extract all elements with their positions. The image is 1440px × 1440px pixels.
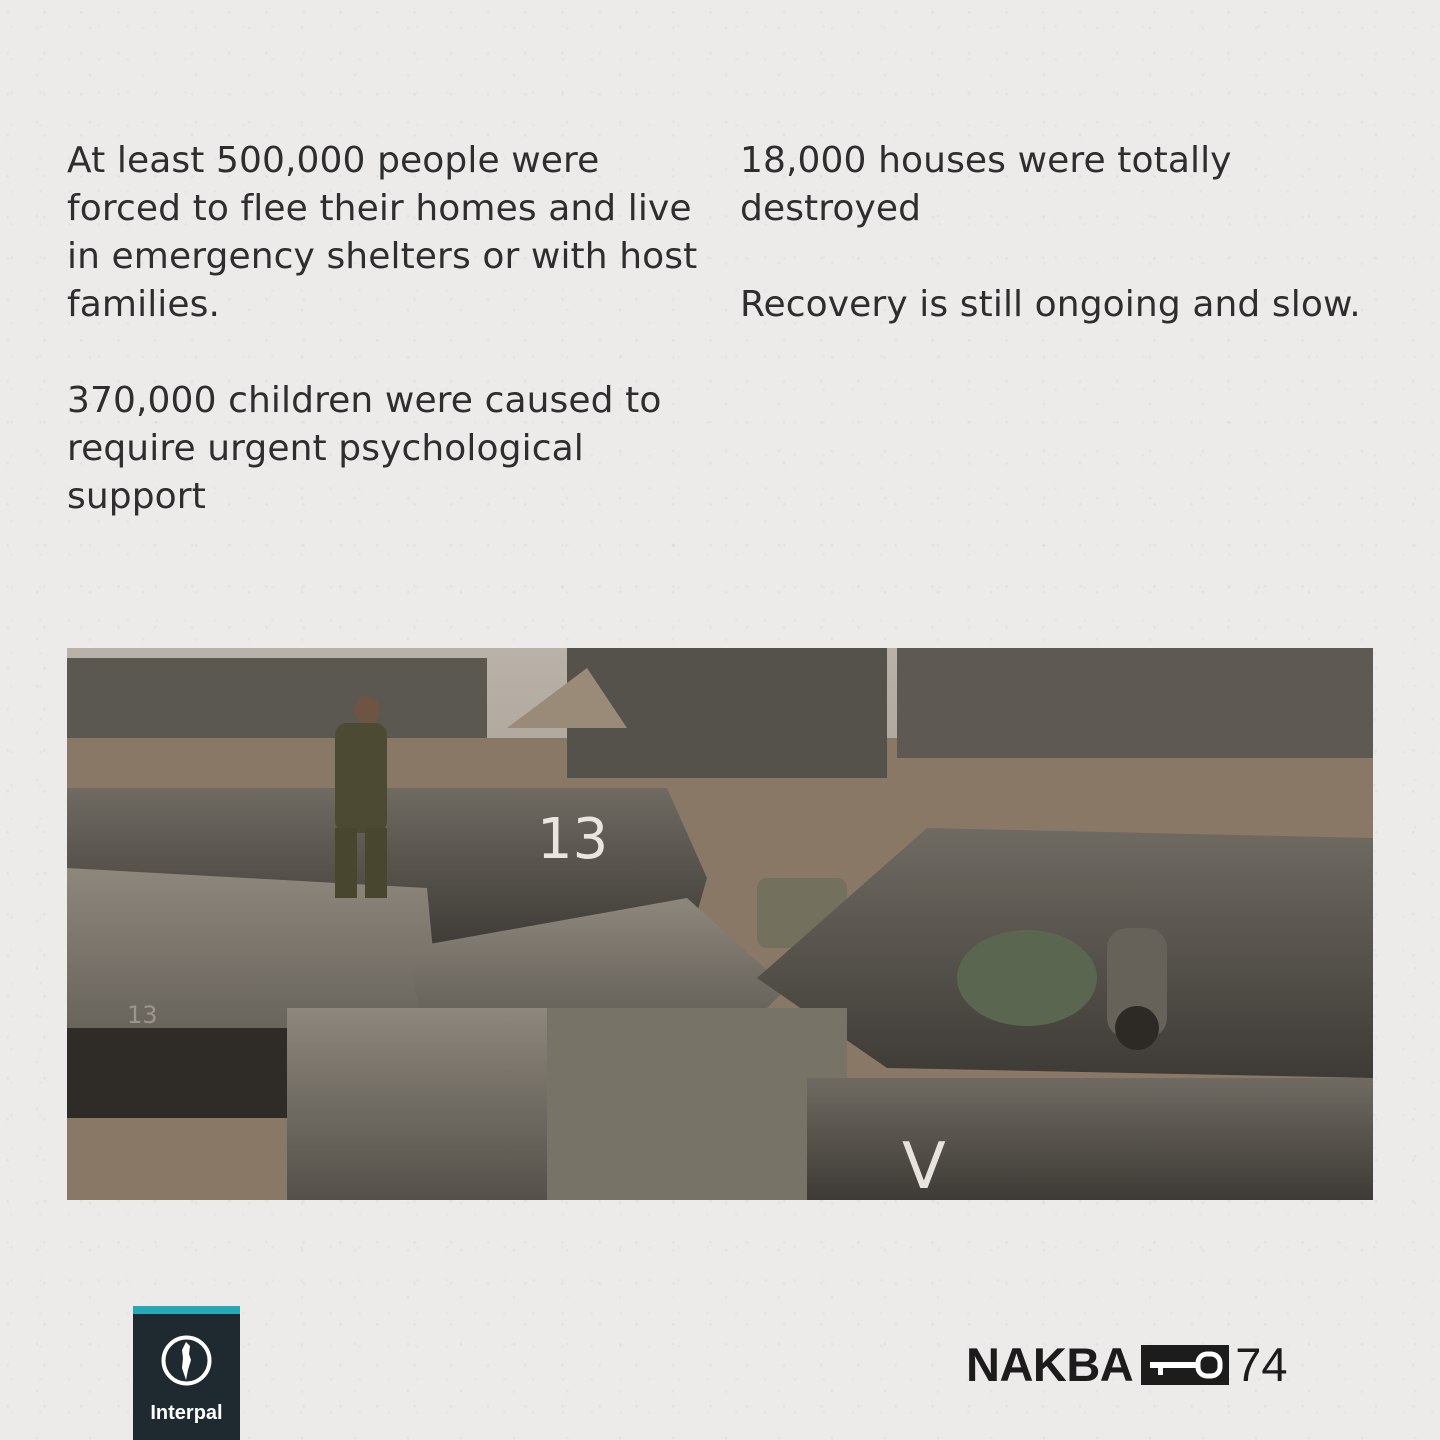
stat-paragraph-houses: 18,000 houses were totally destroyed xyxy=(740,140,1232,229)
vehicle-marking-13-small: 13 xyxy=(127,1001,158,1029)
vehicle-marking-v: V xyxy=(902,1130,946,1200)
vehicle-marking-13: 13 xyxy=(537,807,609,872)
nakba-74-logo xyxy=(966,1338,1288,1392)
stat-paragraph-children: 370,000 children were caused to require urgent psychological support xyxy=(67,380,662,517)
campaign-number: 74 xyxy=(1235,1338,1288,1391)
org-name: Interpal xyxy=(150,1402,223,1424)
campaign-word: NAKBA xyxy=(966,1338,1134,1391)
interpal-logo xyxy=(133,1306,240,1440)
key-icon xyxy=(1141,1345,1229,1385)
stat-paragraph-displaced: At least 500,000 people were forced to flee their homes and live in emergency shelters or with host families. xyxy=(67,140,698,325)
stat-paragraph-recovery: Recovery is still ongoing and slow. xyxy=(740,284,1361,325)
tanks-photo xyxy=(67,648,1373,1200)
map-emblem-icon xyxy=(160,1334,213,1387)
